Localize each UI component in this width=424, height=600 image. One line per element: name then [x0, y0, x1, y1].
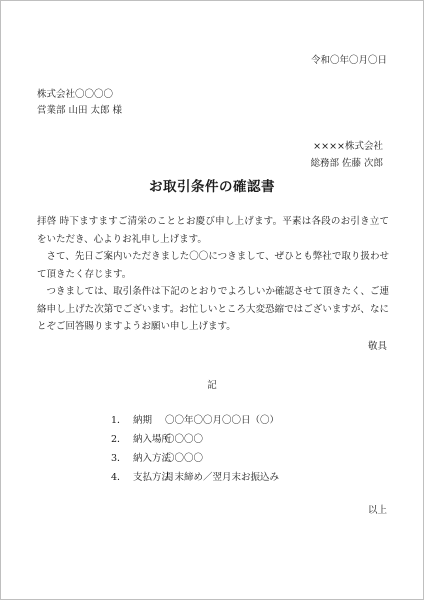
letter-body [37, 213, 389, 336]
ki-heading: 記 [207, 380, 217, 391]
sender-company: ××××株式会社 [313, 141, 383, 152]
item-label: 支払方法 [133, 472, 172, 483]
item-number: 2． [111, 434, 127, 445]
item-value: 月末締め／翌月末お振込み [165, 472, 280, 483]
item-value: 〇〇〇〇 [165, 434, 204, 445]
item-number: 4． [111, 472, 127, 483]
body-paragraph-intent: さて、先日ご案内いただきました〇〇につきまして、ぜひとも弊社で取り扱わせて頂きたく存じます。 [37, 251, 389, 280]
item-label: 納入方法 [133, 453, 172, 464]
item-label: 納入場所 [133, 434, 172, 445]
item-number: 1． [111, 415, 127, 426]
item-label: 納期 [133, 415, 153, 426]
item-value: 〇〇〇〇 [165, 453, 204, 464]
body-paragraph-greeting: 拝啓 時下ますますご清栄のこととお慶び申し上げます。平素は各段のお引き立てをいただき、心よりお礼申し上げます。 [37, 216, 389, 245]
recipient-person: 営業部 山田 太郎 様 [37, 105, 123, 116]
item-number: 3． [111, 453, 127, 464]
document-title: お取引条件の確認書 [149, 179, 275, 195]
document-date: 令和〇年〇月〇日 [310, 55, 387, 66]
recipient-company: 株式会社〇〇〇〇 [37, 89, 114, 100]
sender-person: 総務部 佐藤 次郎 [310, 158, 383, 169]
closing-word: 敬具 [367, 341, 387, 352]
item-value: 〇〇年〇〇月〇〇日（〇） [165, 415, 280, 426]
body-paragraph-request: つきましては、取引条件は下記のとおりでよろしいか確認させて頂きたく、ご連絡申し上げた次第でございます。お忙しいところ大変恐縮ではございますが、なにとぞご回答賜りますようお願い申し上げます。 [37, 286, 389, 332]
end-marker: 以上 [367, 505, 387, 516]
